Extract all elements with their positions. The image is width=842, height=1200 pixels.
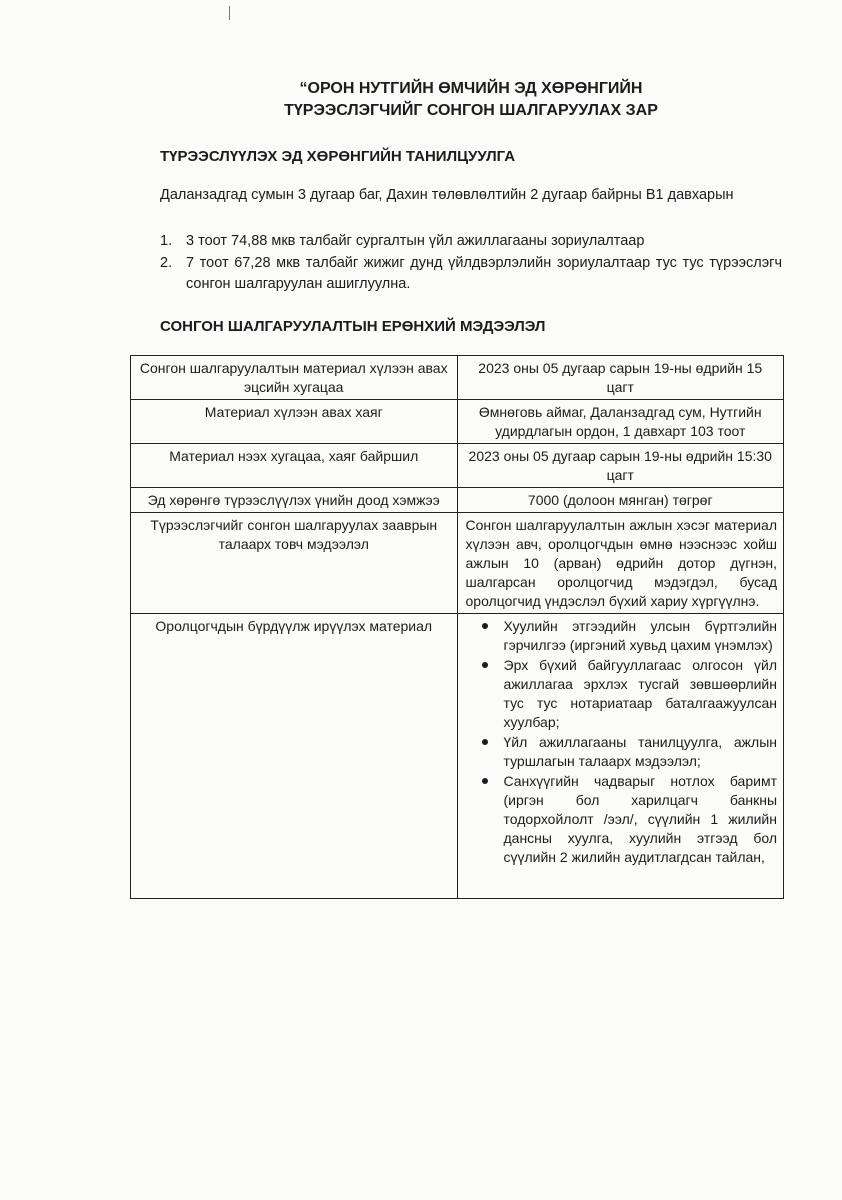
list-item-text: 3 тоот 74,88 мкв талбайг сургалтын үйл ажиллагааны зориулалтаар <box>186 233 645 249</box>
list-item-text: 7 тоот 67,28 мкв талбайг жижиг дунд үйлдвэрлэлийн зориулалтаар тус тус түрээслэгч сонгон шалгаруулан ашиглуулна. <box>186 255 782 292</box>
table-row <box>131 444 784 488</box>
list-number: 1. <box>160 233 173 249</box>
row-value: Сонгон шалгаруулалтын ажлын хэсэг материал хүлээн авч, оролцогчдын өмнө нээснээс хойш ажлын 10 (арван) өдрийн дотор дүгнэн, шалгарсан оролцогчид мэдэгдэл, бусад оролцогчид үндэслэл бүхий хариу хүргүүлнэ. <box>457 513 784 614</box>
list-number: 2. <box>160 255 173 271</box>
table-row <box>131 488 784 513</box>
table-row <box>131 356 784 400</box>
materials-cell <box>457 614 784 899</box>
row-value: 2023 оны 05 дугаар сарын 19-ны өдрийн 15 цагт <box>457 356 784 400</box>
table-row <box>131 400 784 444</box>
list-item: Үйл ажиллагааны танилцуулга, ажлын туршлагын талаарх мэдээлэл; <box>503 734 777 769</box>
row-label: Эд хөрөнгө түрээслүүлэх үнийн доод хэмжээ <box>131 488 458 513</box>
title-line-1: “ОРОН НУТГИЙН ӨМЧИЙН ЭД ХӨРӨНГИЙН <box>299 80 643 97</box>
section-heading-property: ТҮРЭЭСЛҮҮЛЭХ ЭД ХӨРӨНГИЙН ТАНИЛЦУУЛГА <box>160 148 516 165</box>
row-label: Сонгон шалгаруулалтын материал хүлээн авах эцсийн хугацаа <box>131 356 458 400</box>
materials-list <box>464 617 778 867</box>
row-label: Материал нээх хугацаа, хаяг байршил <box>131 444 458 488</box>
row-value: Өмнөговь аймаг, Даланзадгад сум, Нутгийн удирдлагын ордон, 1 давхарт 103 тоот <box>457 400 784 444</box>
row-value: 7000 (долоон мянган) төгрөг <box>457 488 784 513</box>
section-heading-general-info: СОНГОН ШАЛГАРУУЛАЛТЫН ЕРӨНХИЙ МЭДЭЭЛЭЛ <box>160 318 546 335</box>
row-label: Түрээслэгчийг сонгон шалгаруулах зааврын талаарх товч мэдээлэл <box>131 513 458 614</box>
row-label: Оролцогчдын бүрдүүлж ирүүлэх материал <box>131 614 458 899</box>
row-label: Материал хүлээн авах хаяг <box>131 400 458 444</box>
list-item: Санхүүгийн чадварыг нотлох баримт (иргэн бол харилцагч банкны тодорхойлолт /ээл/, сүүлийн 1 жилийн дансны хуулга, хуулийн этгээд бол сүүлийн 2 жилийн аудитлагдсан тайлан, <box>503 773 777 865</box>
table-row <box>131 513 784 614</box>
list-item: Хуулийн этгээдийн улсын бүртгэлийн гэрчилгээ (иргэний хувьд цахим үнэмлэх) <box>503 618 777 653</box>
row-value: 2023 оны 05 дугаар сарын 19-ны өдрийн 15:30 цагт <box>457 444 784 488</box>
general-info-table <box>130 355 784 899</box>
list-item: Эрх бүхий байгууллагаас олгосон үйл ажиллагаа эрхлэх тусгай зөвшөөрлийн тус тус нотариатаар баталгаажуулсан хуулбар; <box>503 657 777 730</box>
table-row <box>131 614 784 899</box>
property-intro: Даланзадгад сумын 3 дугаар баг, Дахин төлөвлөлтийн 2 дугаар байрны В1 давхарын <box>160 187 734 203</box>
title-line-2: ТҮРЭЭСЛЭГЧИЙГ СОНГОН ШАЛГАРУУЛАХ ЗАР <box>284 102 658 119</box>
